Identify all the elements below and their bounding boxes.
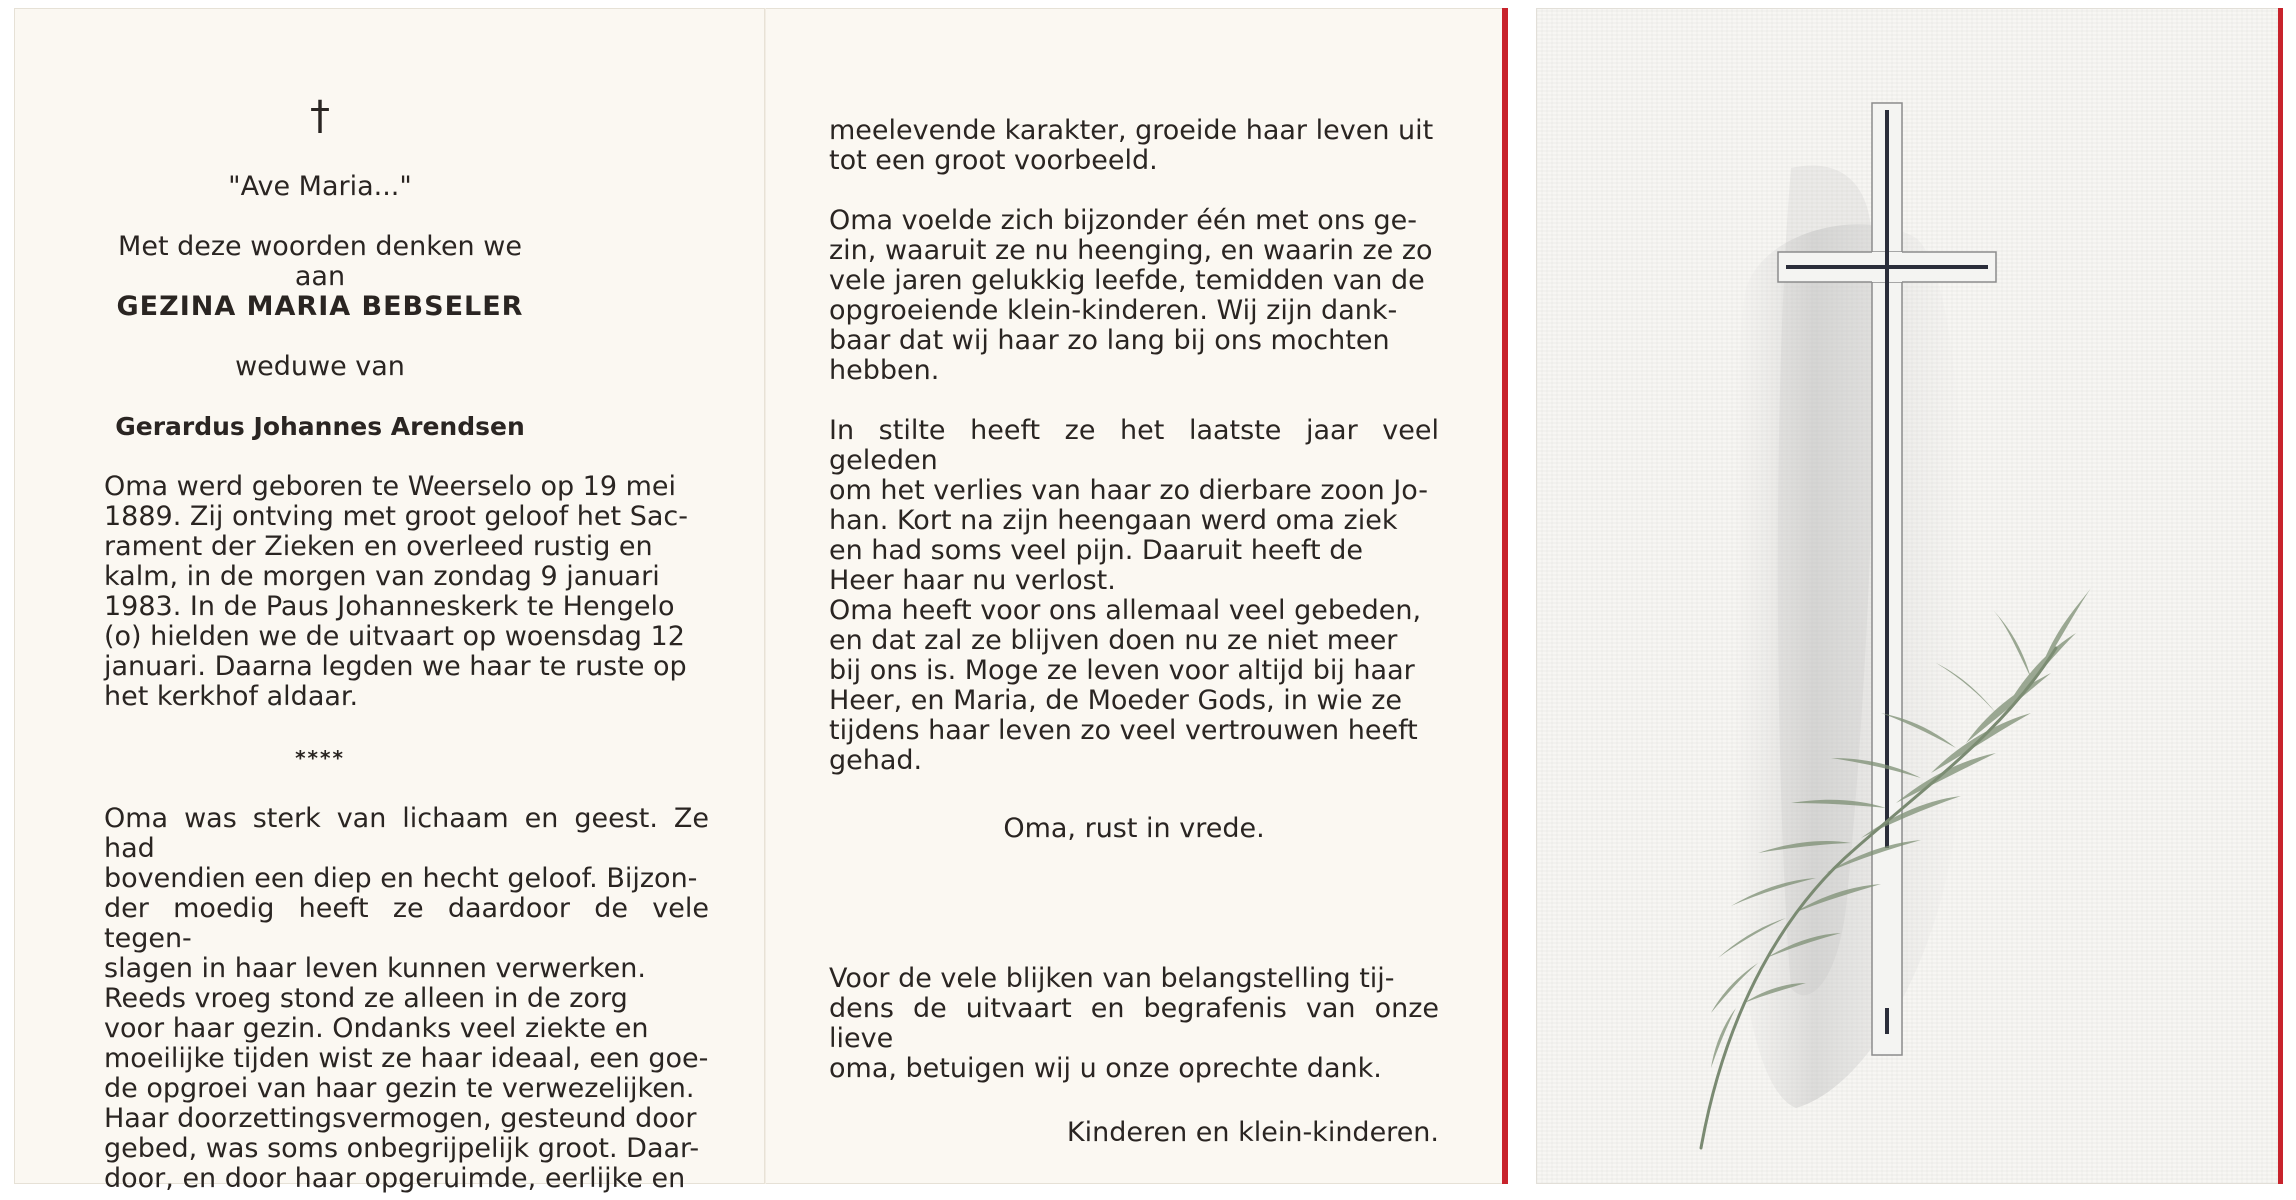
paragraph-thanks bbox=[829, 964, 1439, 1084]
text-line: opgroeiende klein-kinderen. Wij zijn dank- bbox=[829, 295, 1398, 326]
husband-name: Gerardus Johannes Arendsen bbox=[115, 412, 525, 441]
text-line: In stilte heeft ze het laatste jaar veel geleden bbox=[829, 415, 1439, 476]
cross-symbol: † bbox=[310, 93, 330, 139]
text-line: 1889. Zij ontving met groot geloof het Sac- bbox=[104, 501, 688, 532]
text-line: baar dat wij haar zo lang bij ons mochten bbox=[829, 325, 1390, 356]
text-line: han. Kort na zijn heengaan werd oma ziek bbox=[829, 505, 1398, 536]
cross-with-palm-illustration bbox=[1536, 8, 2281, 1184]
text-line: Oma werd geboren te Weerselo op 19 mei bbox=[104, 471, 677, 502]
widow-of-label: weduwe van bbox=[235, 351, 405, 382]
text-line: Heer, en Maria, de Moeder Gods, in wie ze bbox=[829, 685, 1403, 716]
text-line: rament der Zieken en overleed rustig en bbox=[104, 531, 653, 562]
deceased-name: GEZINA MARIA BEBSELER bbox=[116, 291, 524, 322]
paragraph-last-year bbox=[829, 416, 1439, 596]
card-edge bbox=[1502, 8, 1508, 1184]
text-line: gehad. bbox=[829, 745, 923, 776]
text-line: meelevende karakter, groeide haar leven uit bbox=[829, 115, 1434, 146]
text-line: dens de uitvaart en begrafenis van onze lieve bbox=[829, 993, 1439, 1054]
separator-stars: **** bbox=[295, 746, 345, 770]
text-line: het kerkhof aldaar. bbox=[104, 681, 359, 712]
text-line: vele jaren gelukkig leefde, temidden van de bbox=[829, 265, 1425, 296]
text-line: bovendien een diep en hecht geloof. Bijzon- bbox=[104, 863, 698, 894]
card-edge bbox=[2278, 8, 2283, 1184]
text-line: Haar doorzettingsvermogen, gesteund door bbox=[104, 1103, 697, 1134]
text-line: en had soms veel pijn. Daaruit heeft de bbox=[829, 535, 1363, 566]
intro-line: Met deze woorden denken we aan bbox=[118, 231, 522, 292]
text-line: tot een groot voorbeeld. bbox=[829, 145, 1158, 176]
quote-ave-maria: "Ave Maria..." bbox=[228, 171, 412, 202]
text-line: 1983. In de Paus Johanneskerk te Hengelo bbox=[104, 591, 675, 622]
text-line: Oma was sterk van lichaam en geest. Ze had bbox=[104, 803, 709, 864]
signature-line: Kinderen en klein-kinderen. bbox=[1066, 1117, 1439, 1148]
card-fold bbox=[764, 8, 766, 1184]
text-line: bij ons is. Moge ze leven voor altijd bij haar bbox=[829, 655, 1415, 686]
text-line: voor haar gezin. Ondanks veel ziekte en bbox=[104, 1013, 649, 1044]
text-line: Voor de vele blijken van belangstelling tij- bbox=[829, 963, 1395, 994]
text-line: moeilijke tijden wist ze haar ideaal, een goe- bbox=[104, 1043, 709, 1074]
paragraph-continued bbox=[829, 116, 1439, 176]
text-line: januari. Daarna legden we haar te ruste op bbox=[104, 651, 687, 682]
paragraph-family bbox=[829, 206, 1439, 386]
text-line: om het verlies van haar zo dierbare zoon Jo- bbox=[829, 475, 1428, 506]
text-line: Oma voelde zich bijzonder één met ons ge- bbox=[829, 205, 1417, 236]
text-line: Heer haar nu verlost. bbox=[829, 565, 1116, 596]
text-line: der moedig heeft ze daardoor de vele tegen- bbox=[104, 893, 709, 954]
text-line: en dat zal ze blijven doen nu ze niet meer bbox=[829, 625, 1398, 656]
text-line: gebed, was soms onbegrijpelijk groot. Daar- bbox=[104, 1133, 700, 1164]
text-line: tijdens haar leven zo veel vertrouwen heeft bbox=[829, 715, 1418, 746]
text-line: Reeds vroeg stond ze alleen in de zorg bbox=[104, 983, 628, 1014]
text-line: kalm, in de morgen van zondag 9 januari bbox=[104, 561, 660, 592]
text-line: hebben. bbox=[829, 355, 940, 386]
text-line: Oma heeft voor ons allemaal veel gebeden, bbox=[829, 595, 1422, 626]
closing-line: Oma, rust in vrede. bbox=[1003, 813, 1265, 844]
text-line: door, en door haar opgeruimde, eerlijke en bbox=[104, 1163, 686, 1194]
text-line: (o) hielden we de uitvaart op woensdag 12 bbox=[104, 621, 685, 652]
memorial-card-inside bbox=[14, 8, 1504, 1194]
text-line: de opgroei van haar gezin te verwezelijken. bbox=[104, 1073, 695, 1104]
paragraph-prayer bbox=[829, 596, 1439, 776]
memorial-card-cover bbox=[1536, 8, 2281, 1184]
paragraph-biography bbox=[104, 472, 709, 712]
text-line: zin, waaruit ze nu heenging, en waarin ze zo bbox=[829, 235, 1433, 266]
text-line: oma, betuigen wij u onze oprechte dank. bbox=[829, 1053, 1382, 1084]
paragraph-character bbox=[104, 804, 709, 1194]
text-line: slagen in haar leven kunnen verwerken. bbox=[104, 953, 646, 984]
